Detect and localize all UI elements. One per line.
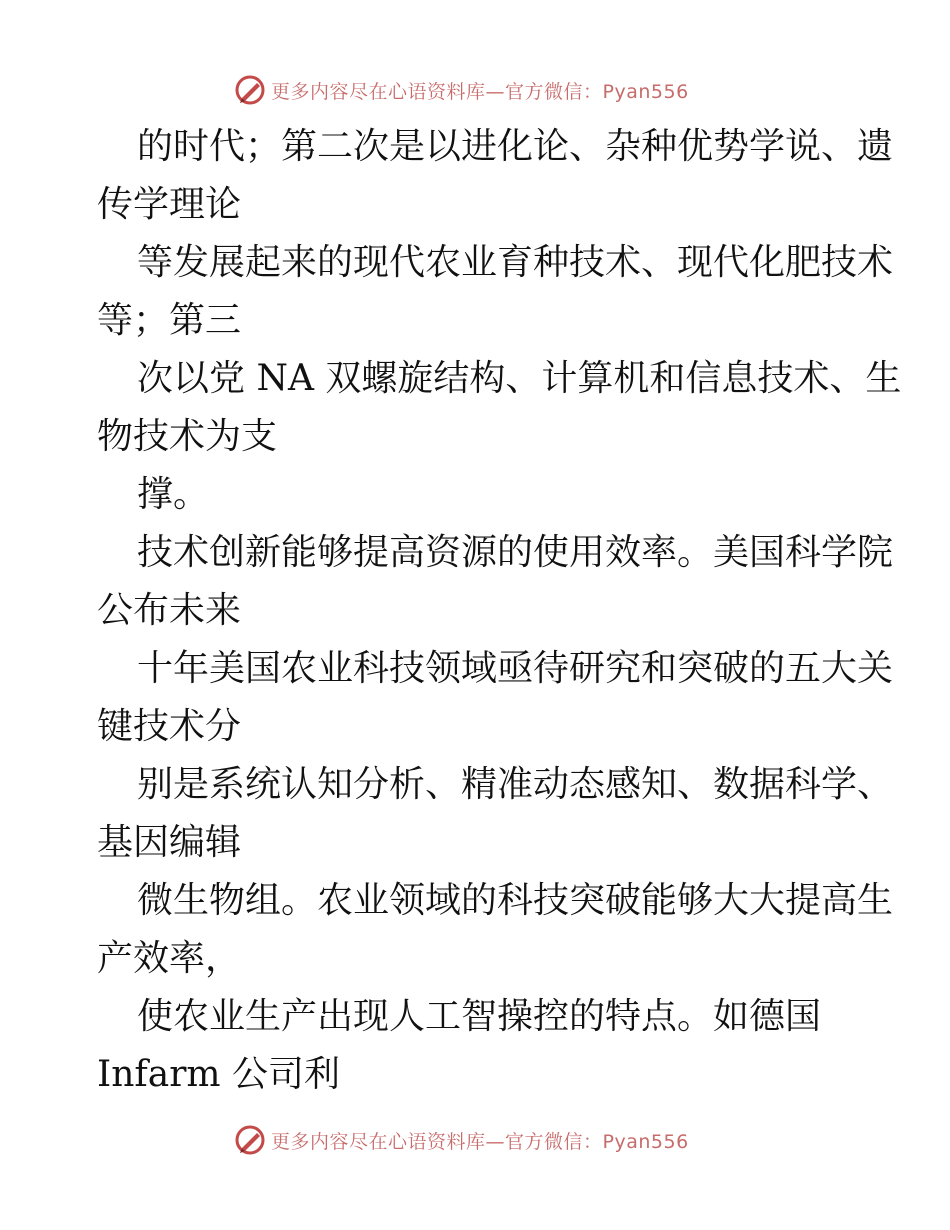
text-line: 公布未来 xyxy=(97,590,242,631)
pen-logo-icon xyxy=(233,1123,267,1157)
text-line: 使农业生产出现人工智操控的特点。如德国 xyxy=(137,996,822,1037)
header-banner xyxy=(233,72,689,108)
document-body xyxy=(97,118,902,1104)
text-line: 撑。 xyxy=(137,474,210,515)
text-line: 的时代；第二次是以进化论、杂种优势学说、遗 xyxy=(137,126,894,167)
text-line: 物技术为支 xyxy=(97,416,278,457)
text-line: 键技术分 xyxy=(97,706,242,747)
pen-logo-icon xyxy=(233,73,267,107)
text-line: 传学理论 xyxy=(97,184,242,225)
footer-banner-text: 更多内容尽在心语资料库—官方微信：Pyan556 xyxy=(271,1130,689,1153)
header-banner-text: 更多内容尽在心语资料库—官方微信：Pyan556 xyxy=(271,80,689,103)
text-line: 产效率， xyxy=(97,938,242,979)
text-line: 等发展起来的现代农业育种技术、现代化肥技术 xyxy=(137,242,894,283)
text-line: 次以党 NA 双螺旋结构、计算机和信息技术、生 xyxy=(137,358,902,399)
text-line: 别是系统认知分析、精准动态感知、数据科学、 xyxy=(137,764,894,805)
text-line: 微生物组。农业领域的科技突破能够大大提高生 xyxy=(137,880,894,921)
text-line: 基因编辑 xyxy=(97,822,242,863)
text-line: 等；第三 xyxy=(97,300,242,341)
text-line: Infarm 公司利 xyxy=(97,1054,340,1095)
text-line: 十年美国农业科技领域亟待研究和突破的五大关 xyxy=(137,648,894,689)
footer-banner xyxy=(233,1122,689,1158)
text-line: 技术创新能够提高资源的使用效率。美国科学院 xyxy=(137,532,894,573)
